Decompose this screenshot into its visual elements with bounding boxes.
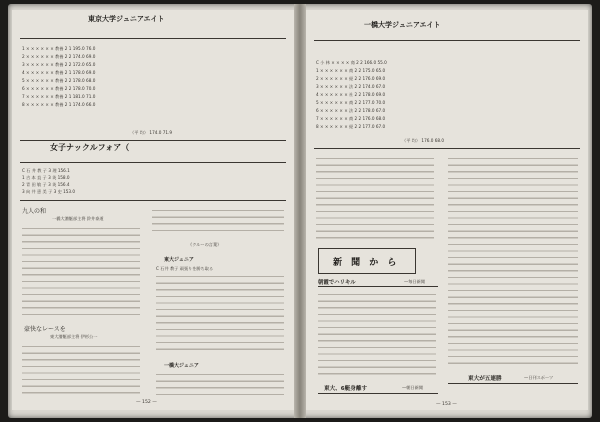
- book-gutter: [294, 4, 306, 418]
- right-right-column-text: [448, 156, 578, 368]
- roster-row: 6 × × × × × × 教養 2 2 178.0 70.0: [22, 86, 96, 91]
- essay1-title: 九人の和: [22, 208, 47, 215]
- essay2-byline: 東大漕艇部主将 伊杉公一: [50, 334, 98, 339]
- roster-row: C 小 林 × × × × 商 2 2 166.0 55.0: [316, 60, 387, 65]
- right-roster-rule-top: [314, 40, 580, 41]
- news3-source: —日刊スポーツ: [524, 375, 554, 380]
- left-page-number: — 152 —: [136, 400, 157, 405]
- news3-headline: 東大が五連勝: [468, 376, 502, 382]
- news2-headline: 東大、6艇身離す: [324, 386, 368, 392]
- news2-rule: [318, 393, 438, 394]
- crew2-comments-text: [156, 372, 284, 396]
- crew1-title: 東大ジュニア: [164, 257, 194, 263]
- roster-row: 2 × × × × × × 経 2 2 176.0 69.0: [316, 76, 386, 81]
- open-book: [8, 4, 592, 418]
- roster-row: 3 × × × × × × 教養 2 2 172.0 65.0: [22, 62, 96, 67]
- roster-row: C 石 井 教 子 3 理 156.1: [22, 168, 70, 173]
- right-team1-title: 一橋大学ジュニアエイト: [364, 21, 441, 29]
- left-team2-rule-bottom: [20, 200, 286, 201]
- left-team2-rule: [20, 162, 286, 163]
- crew1-comments-text: [156, 274, 284, 354]
- crew2-title: 一橋大ジュニア: [164, 363, 199, 369]
- news-section-title: 新 聞 か ら: [333, 258, 400, 268]
- roster-row: 4 × × × × × × 教養 2 1 178.0 69.0: [22, 70, 96, 75]
- news2-source: —朝日新聞: [402, 385, 423, 390]
- roster-row: 1 × × × × × × 商 2 2 175.0 65.0: [316, 68, 386, 73]
- right-team1-average: （平 均） 176.0 68.0: [402, 138, 445, 143]
- right-roster-rule-bottom: [314, 148, 580, 149]
- right-column-intro-text: [152, 208, 284, 236]
- essay2-body-text: [22, 344, 140, 394]
- essay1-byline: 一橋大漕艇部主将 鈴井泰道: [52, 216, 104, 221]
- right-page: [306, 10, 588, 410]
- news1-body-text: [318, 292, 436, 378]
- roster-row: 5 × × × × × × 教養 2 2 178.0 68.0: [22, 78, 96, 83]
- left-team1-title: 東京大学ジュニアエイト: [88, 15, 165, 23]
- roster-row: 8 × × × × × × 経 2 2 177.0 67.0: [316, 124, 386, 129]
- roster-row: 8 × × × × × × 教養 2 1 174.0 66.0: [22, 102, 96, 107]
- right-left-column-text: [316, 156, 434, 240]
- left-team2-title: 女子ナックルフォア（: [50, 143, 130, 152]
- news-title-box: [318, 248, 416, 274]
- news3-rule: [448, 383, 578, 384]
- roster-row: 1 吉 本 直 子 3 英 158.0: [22, 175, 70, 180]
- roster-row: 7 × × × × × × 商 2 2 176.0 68.0: [316, 116, 386, 121]
- news1-headline: 朝霞でハリキル: [318, 280, 356, 286]
- essay2-title: 豪快なレースを: [24, 326, 66, 333]
- roster-row: 3 × × × × × × 法 2 2 174.0 67.0: [316, 84, 386, 89]
- crew1-line: C 石井 教子 頑張りを勝ち取る: [156, 266, 214, 271]
- news1-rule: [318, 286, 438, 287]
- roster-row: 6 × × × × × × 法 2 2 178.0 67.0: [316, 108, 386, 113]
- news1-source: —毎日新聞: [404, 279, 425, 284]
- left-team1-average: （平 均） 174.0 71.9: [130, 130, 173, 135]
- roster-row: 3 向 井 恵 美 子 3 史 153.0: [22, 189, 76, 194]
- roster-row: 1 × × × × × × 教養 2 1 195.0 76.0: [22, 46, 96, 51]
- left-roster-rule-bottom: [20, 140, 286, 141]
- crew-words-caption: 《クルーの言葉》: [188, 242, 222, 247]
- left-page: [12, 10, 294, 410]
- essay1-body-text: [22, 226, 140, 318]
- roster-row: 2 × × × × × × 教養 2 2 174.0 69.0: [22, 54, 96, 59]
- left-roster-rule-top: [20, 38, 286, 39]
- roster-row: 4 × × × × × × 社 2 2 178.0 69.0: [316, 92, 386, 97]
- right-page-number: — 153 —: [436, 402, 457, 407]
- roster-row: 2 青 田 敏 子 3 英 156.4: [22, 182, 70, 187]
- roster-row: 5 × × × × × × 商 2 2 177.0 70.0: [316, 100, 386, 105]
- roster-row: 7 × × × × × × 教養 2 1 181.0 71.0: [22, 94, 96, 99]
